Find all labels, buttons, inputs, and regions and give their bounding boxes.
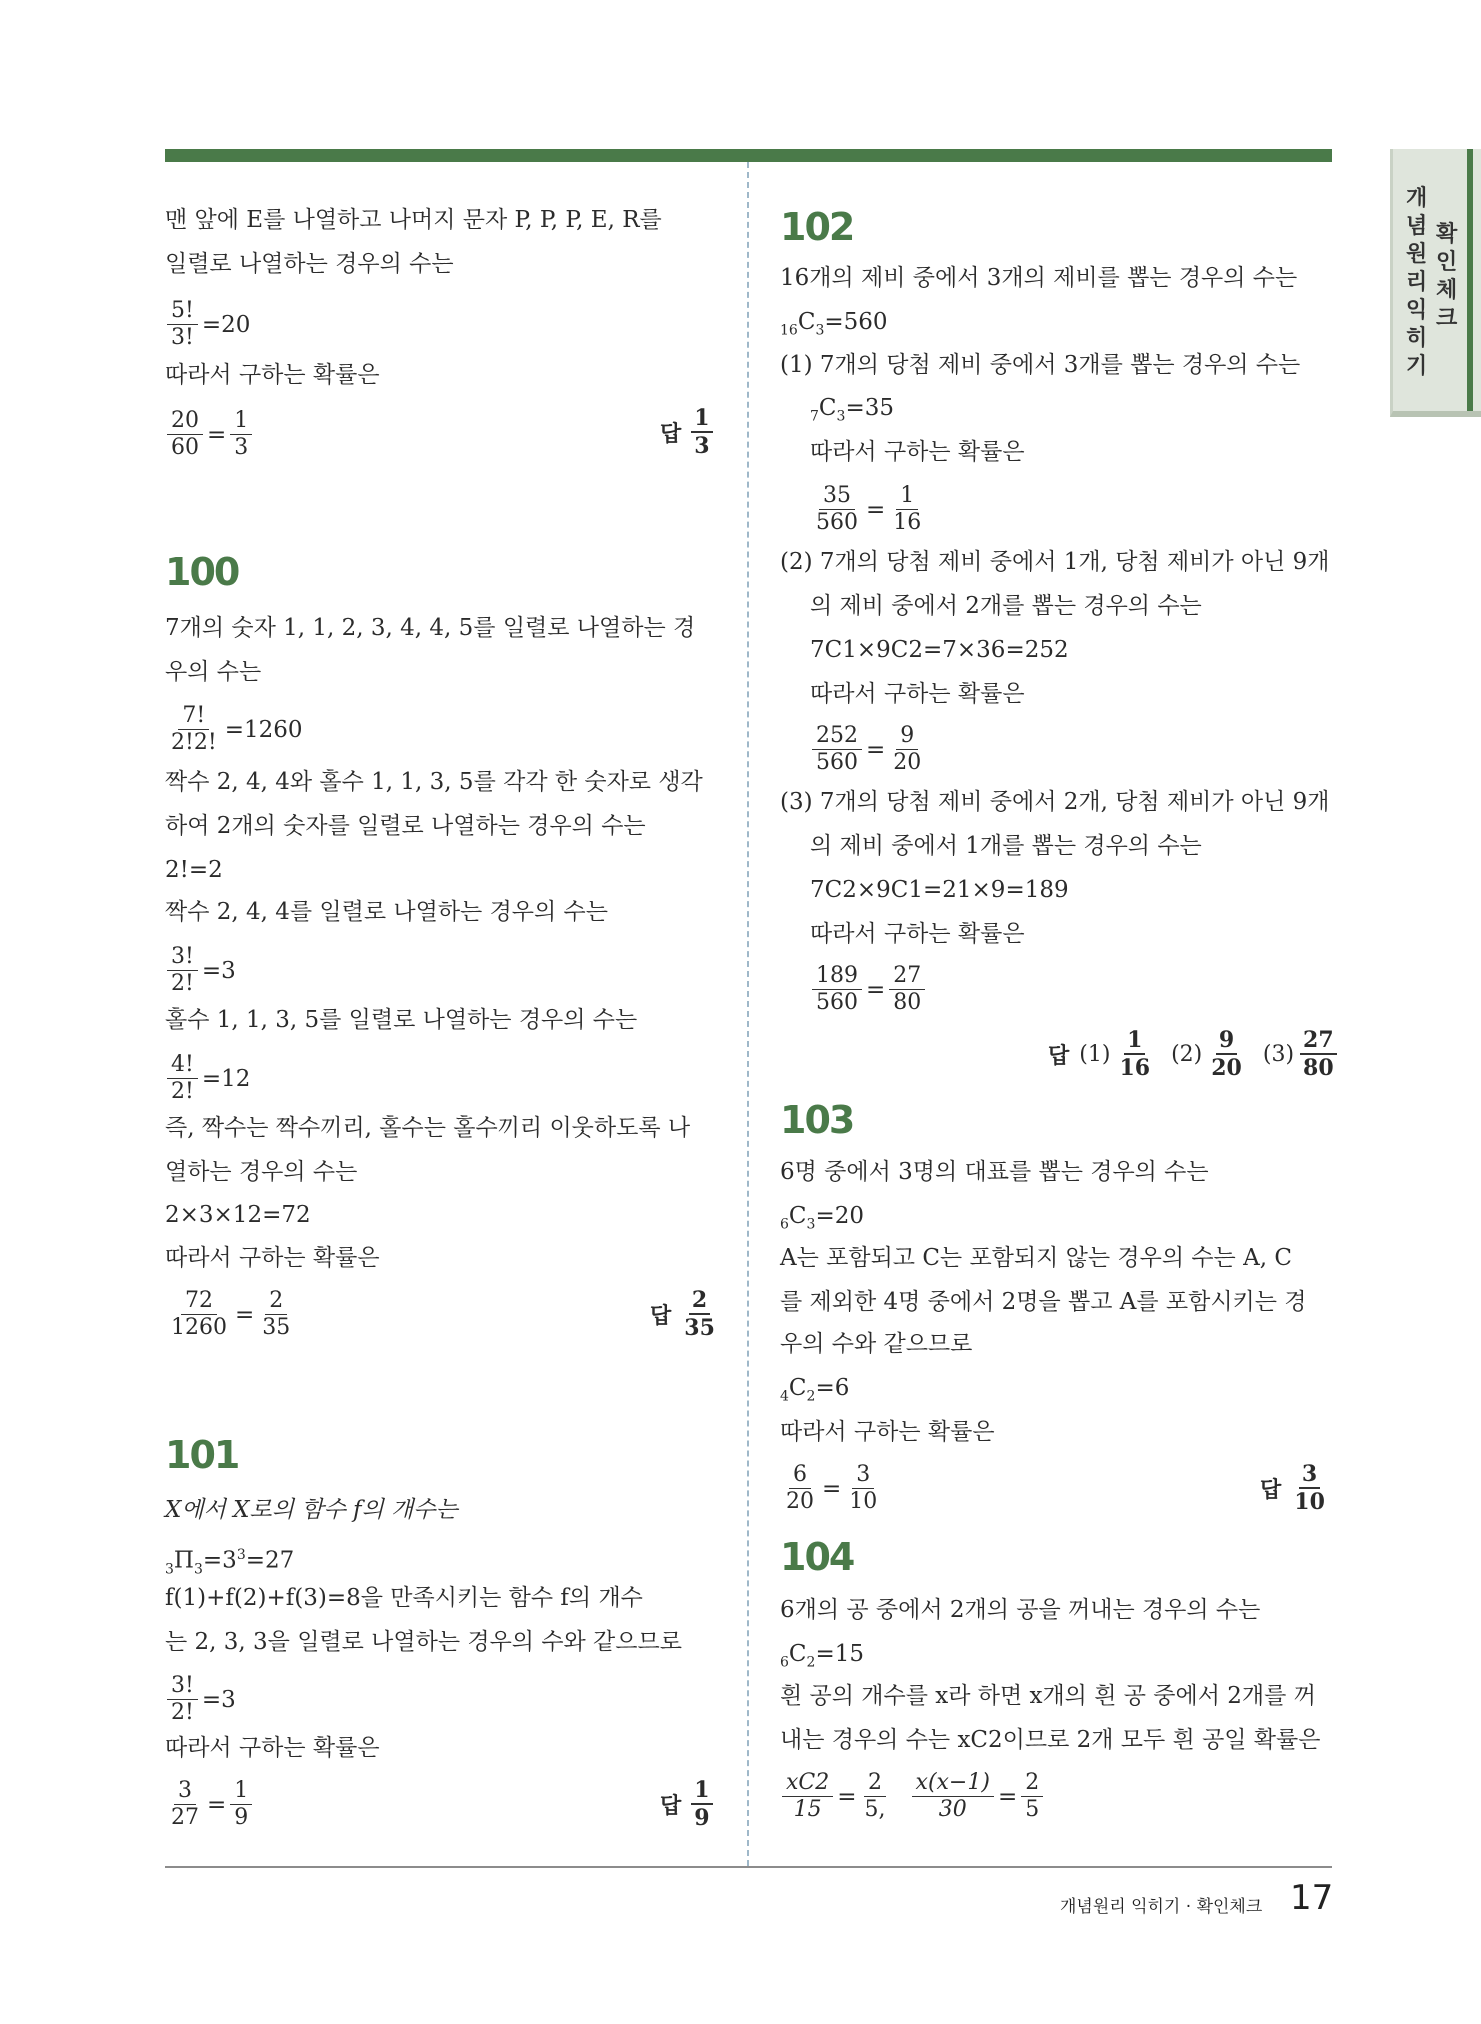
text-line: $_4C_2=6$	[780, 1375, 850, 1405]
equation: $\frac{7!}{2!2!}$ =1260	[171, 703, 303, 755]
text-line: 는 2, 3, 3을 일렬로 나열하는 경우의 수와 같으므로	[165, 1629, 682, 1655]
chapter-side-tab[interactable]	[1390, 149, 1481, 417]
bottom-rule	[165, 1866, 1332, 1868]
text-line: 따라서 구하는 확률은	[780, 1419, 995, 1445]
side-tab-stripe	[1467, 149, 1473, 411]
equation: $\frac{20}{60}$ = $\frac{1}{3}$	[165, 405, 254, 461]
column-divider	[747, 162, 749, 1866]
text-line: 짝수 2, 4, 4와 홀수 1, 1, 3, 5를 각각 한 숫자로 생각	[165, 769, 703, 795]
text-line: (3) 7개의 당첨 제비 중에서 2개, 당첨 제비가 아닌 9개	[780, 789, 1330, 815]
text-line: 7C2×9C1=21×9=189	[810, 877, 1069, 903]
text-line: 의 제비 중에서 2개를 뽑는 경우의 수는	[810, 593, 1202, 619]
text-line: 7C1×9C2=7×36=252	[810, 637, 1069, 663]
text-line: $_{16}C_3=560$	[780, 309, 888, 339]
text-line: 짝수 2, 4, 4를 일렬로 나열하는 경우의 수는	[165, 899, 608, 925]
text-line: 6명 중에서 3명의 대표를 뽑는 경우의 수는	[780, 1159, 1209, 1185]
text-line: $_3\Pi_3=3^3=27$	[165, 1547, 295, 1578]
text-line: 우의 수는	[165, 659, 262, 685]
text-line: 2!=2	[165, 857, 223, 883]
text-line: 열하는 경우의 수는	[165, 1159, 358, 1185]
text-line: $_6C_3=20$	[780, 1203, 864, 1233]
text-line: 하여 2개의 숫자를 일렬로 나열하는 경우의 수는	[165, 813, 646, 839]
answer: 답 $\frac{3}{10}$	[1260, 1461, 1325, 1515]
equation: $\frac{5!}{3!}$ =20	[165, 295, 252, 351]
text-line: 홀수 1, 1, 3, 5를 일렬로 나열하는 경우의 수는	[165, 1007, 638, 1033]
text-line: X에서 X로의 함수 f의 개수는	[165, 1497, 458, 1523]
problem-number-102: 102	[780, 205, 854, 249]
text-line: 흰 공의 개수를 x라 하면 x개의 흰 공 중에서 2개를 꺼	[780, 1683, 1316, 1709]
equation: $\frac{4!}{2!}$ =12	[165, 1049, 252, 1105]
page-number: 17	[1290, 1878, 1334, 1918]
text-line: f(1)+f(2)+f(3)=8을 만족시키는 함수 f의 개수	[165, 1585, 643, 1611]
text-line: 6개의 공 중에서 2개의 공을 꺼내는 경우의 수는	[780, 1597, 1261, 1623]
answer: 답 (1) $\frac{1}{16}$ (2) $\frac{9}{20}$ (3) $\frac{27}{80}$	[1048, 1027, 1337, 1081]
text-line: 따라서 구하는 확률은	[165, 362, 380, 388]
text-line: 따라서 구하는 확률은	[810, 681, 1025, 707]
text-line: 의 제비 중에서 1개를 뽑는 경우의 수는	[810, 833, 1202, 859]
equation: $\frac{252}{560}$ = $\frac{9}{20}$	[810, 720, 927, 776]
text-line: 를 제외한 4명 중에서 2명을 뽑고 A를 포함시키는 경	[780, 1289, 1307, 1315]
equation: $\frac{189}{560}$ = $\frac{27}{80}$	[810, 960, 927, 1016]
equation: $\frac{3}{27}$ = $\frac{1}{9}$	[165, 1775, 254, 1831]
text-line: 따라서 구하는 확률은	[810, 439, 1025, 465]
answer: 답 $\frac{2}{35}$	[650, 1287, 715, 1341]
problem-number-104: 104	[780, 1535, 854, 1579]
answer: 답 $\frac{1}{9}$	[660, 1777, 713, 1831]
text-line: (1) 7개의 당첨 제비 중에서 3개를 뽑는 경우의 수는	[780, 352, 1301, 378]
answer: 답 $\frac{1}{3}$	[660, 405, 713, 459]
equation: $\frac{3!}{2!}$ =3	[165, 1670, 238, 1726]
problem-number-101: 101	[165, 1433, 239, 1477]
text-line: 따라서 구하는 확률은	[165, 1245, 380, 1271]
equation: $\frac{72}{1260}$ = $\frac{2}{35}$	[171, 1288, 291, 1340]
equation: $\frac{35}{560}$ = $\frac{1}{16}$	[816, 483, 922, 535]
footer-section-title: 개념원리 익히기 · 확인체크	[1060, 1897, 1263, 1917]
side-tab-text-b: 확 인 체 크	[1436, 222, 1458, 331]
text-line: 따라서 구하는 확률은	[810, 921, 1025, 947]
text-line: $_7C_3=35$	[810, 395, 894, 425]
text-line: 즉, 짝수는 짝수끼리, 홀수는 홀수끼리 이웃하도록 나	[165, 1115, 691, 1141]
text-line: A는 포함되고 C는 포함되지 않는 경우의 수는 A, C	[780, 1245, 1292, 1271]
text-line: 2×3×12=72	[165, 1202, 311, 1228]
problem-number-100: 100	[165, 550, 239, 594]
problem-number-103: 103	[780, 1098, 854, 1142]
text-line: 7개의 숫자 1, 1, 2, 3, 4, 4, 5를 일렬로 나열하는 경	[165, 615, 696, 641]
equation: $\frac{6}{20}$ = $\frac{3}{10}$	[786, 1462, 878, 1514]
equation: $\frac{xC2}{15}$ = $\frac{2}{5,}$ $\frac{x(x-1)}{30}$ = $\frac{2}{5}$	[780, 1767, 1045, 1823]
text-line: (2) 7개의 당첨 제비 중에서 1개, 당첨 제비가 아닌 9개	[780, 549, 1330, 575]
text-line: 맨 앞에 E를 나열하고 나머지 문자 P, P, P, E, R를	[165, 207, 662, 233]
text-line: 따라서 구하는 확률은	[165, 1735, 380, 1761]
text-line: $_6C_2=15$	[780, 1641, 864, 1671]
text-line: 16개의 제비 중에서 3개의 제비를 뽑는 경우의 수는	[780, 265, 1298, 291]
equation: $\frac{3!}{2!}$ =3	[165, 941, 238, 997]
text-line: 우의 수와 같으므로	[780, 1331, 973, 1357]
text-line: 내는 경우의 수는 xC2이므로 2개 모두 흰 공일 확률은	[780, 1727, 1321, 1753]
text-line: 일렬로 나열하는 경우의 수는	[165, 251, 454, 277]
side-tab-text-a: 개 념 원 리 익 히 기	[1406, 186, 1428, 379]
top-green-bar	[165, 149, 1332, 162]
